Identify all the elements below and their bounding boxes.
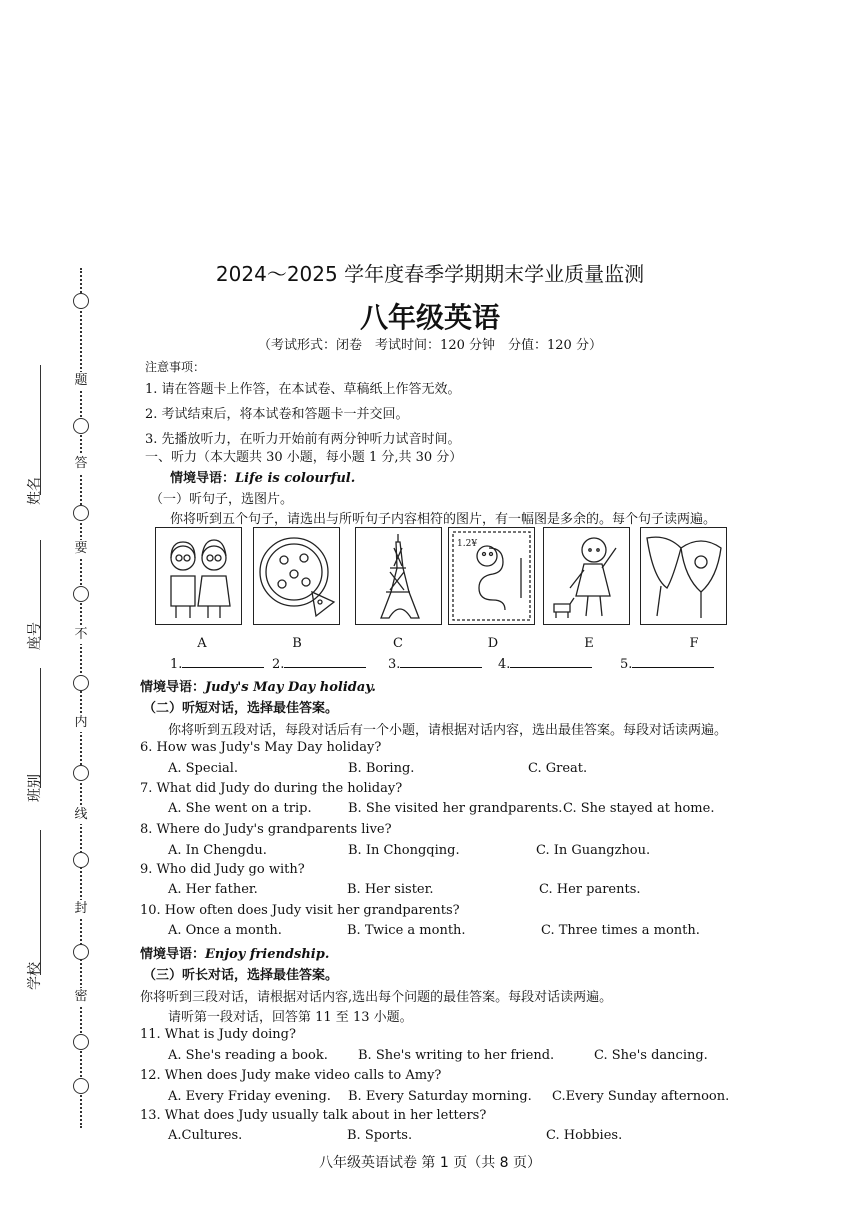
binding-circle [73,675,89,691]
picture-label-e: E [584,636,594,651]
name-underline[interactable] [40,365,41,495]
question-9: 9. Who did Judy go with? [140,862,305,877]
question-8: 8. Where do Judy's grandparents live? [140,822,392,837]
answer-blank-2[interactable] [284,655,366,668]
notes-heading: 注意事项： [145,360,206,374]
picture-a-grandparents [155,527,242,625]
seat-label: 座号 [27,622,43,650]
binding-circle [73,852,89,868]
class-label: 班别 [27,774,43,802]
part3-title: （三）听长对话，选择最佳答案。 [143,968,339,983]
exam-title: 2024～2025 学年度春季学期期末学业质量监测 [215,262,645,286]
option-a[interactable]: A.Cultures. [168,1128,243,1143]
option-b[interactable]: B. Boring. [348,761,415,776]
picture-e-girl-dog [543,527,630,625]
context-text: Enjoy friendship. [205,947,330,962]
part3-sub-instruction: 请听第一段对话，回答第 11 至 13 小题。 [168,1010,413,1025]
option-a[interactable]: A. Every Friday evening. [168,1089,331,1104]
option-c[interactable]: C. She's dancing. [594,1048,708,1063]
option-c[interactable]: C. She stayed at home. [563,801,715,816]
question-11: 11. What is Judy doing? [140,1027,296,1042]
answer-blank-1[interactable] [182,655,264,668]
option-b[interactable]: B. Sports. [347,1128,413,1143]
exam-subject: 八年级英语 [359,301,500,334]
binding-circle [73,586,89,602]
option-c[interactable]: C. In Guangzhou. [536,843,651,858]
question-12: 12. When does Judy make video calls to Amy? [140,1068,442,1083]
picture-c-eiffel-tower [355,527,442,625]
binding-char: 题 [72,372,90,390]
option-a[interactable]: A. Once a month. [168,923,282,938]
context-text: Life is colourful. [235,471,356,486]
picture-label-d: D [487,636,499,651]
binding-char: 内 [72,714,90,732]
picture-label-b: B [292,636,302,651]
picture-b-pizza [253,527,340,625]
option-b[interactable]: B. She visited her grandparents. [348,801,563,816]
context-text: Judy's May Day holiday. [205,680,376,695]
note-item: 2. 考试结束后，将本试卷和答题卡一并交回。 [145,407,409,422]
option-b[interactable]: B. Twice a month. [347,923,466,938]
binding-char: 不 [72,626,90,644]
picture-label-c: C [393,636,403,651]
option-a[interactable]: A. She went on a trip. [168,801,312,816]
part1-title: （一）听句子，选图片。 [150,492,294,507]
context-label: 情境导语： [170,471,236,486]
option-a[interactable]: A. Her father. [168,882,258,897]
binding-circle [73,418,89,434]
picture-f-fans [640,527,727,625]
option-c[interactable]: C. Her parents. [539,882,641,897]
question-13: 13. What does Judy usually talk about in her letters? [140,1108,487,1123]
binding-circle [73,505,89,521]
part1-instruction: 你将听到五个句子，请选出与所听句子内容相符的图片，有一幅图是多余的。每个句子读两遍。 [170,512,717,527]
page-footer: 八年级英语试卷 第 1 页（共 8 页） [318,1155,542,1171]
part2-title: （二）听短对话，选择最佳答案。 [143,701,339,716]
note-item: 3. 先播放听力，在听力开始前有两分钟听力试音时间。 [145,432,461,447]
binding-circle [73,765,89,781]
option-b[interactable]: B. In Chongqing. [348,843,460,858]
answer-blank-3[interactable] [400,655,482,668]
name-label: 姓名 [27,477,43,505]
question-7: 7. What did Judy do during the holiday? [140,781,403,796]
option-c[interactable]: C. Hobbies. [546,1128,623,1143]
binding-circle [73,1034,89,1050]
binding-circle [73,944,89,960]
binding-char: 答 [72,455,90,473]
answer-blank-4[interactable] [510,655,592,668]
binding-circle [73,1078,89,1094]
option-b[interactable]: B. Her sister. [347,882,434,897]
option-a[interactable]: A. She's reading a book. [168,1048,328,1063]
picture-label-f: F [689,636,699,651]
binding-char: 封 [72,900,90,918]
seat-underline[interactable] [40,540,41,640]
blank-number: 5. [620,657,633,672]
picture-label-a: A [197,636,207,651]
question-6: 6. How was Judy's May Day holiday? [140,740,382,755]
option-a[interactable]: A. In Chengdu. [168,843,267,858]
section-heading: 一、听力（本大题共 30 小题，每小题 1 分,共 30 分） [145,450,463,465]
class-underline[interactable] [40,668,41,788]
blank-number: 3. [388,657,401,672]
blank-number: 2. [272,657,285,672]
option-c[interactable]: C. Great. [528,761,588,776]
context-label: 情境导语： [140,947,206,962]
option-c[interactable]: C.Every Sunday afternoon. [552,1089,730,1104]
option-c[interactable]: C. Three times a month. [541,923,700,938]
binding-char: 密 [72,988,90,1006]
binding-char: 线 [72,806,90,824]
school-label: 学校 [27,962,43,990]
part3-instruction: 你将听到三段对话，请根据对话内容,选出每个问题的最佳答案。每段对话读两遍。 [140,990,613,1005]
option-b[interactable]: B. She's writing to her friend. [358,1048,555,1063]
exam-meta: （考试形式：闭卷 考试时间：120 分钟 分值：120 分） [258,338,602,353]
answer-blank-5[interactable] [632,655,714,668]
svg-text:1.2¥: 1.2¥ [457,539,478,549]
option-b[interactable]: B. Every Saturday morning. [348,1089,532,1104]
blank-number: 4. [498,657,511,672]
note-item: 1. 请在答题卡上作答，在本试卷、草稿纸上作答无效。 [145,382,461,397]
question-10: 10. How often does Judy visit her grandparents? [140,903,460,918]
part2-instruction: 你将听到五段对话，每段对话后有一个小题，请根据对话内容，选出最佳答案。每段对话读两遍。 [168,723,728,738]
context-label: 情境导语： [140,680,206,695]
option-a[interactable]: A. Special. [168,761,239,776]
blank-number: 1. [170,657,183,672]
binding-char: 要 [72,540,90,558]
picture-d-snake-stamp [448,527,535,625]
school-underline[interactable] [40,830,41,975]
